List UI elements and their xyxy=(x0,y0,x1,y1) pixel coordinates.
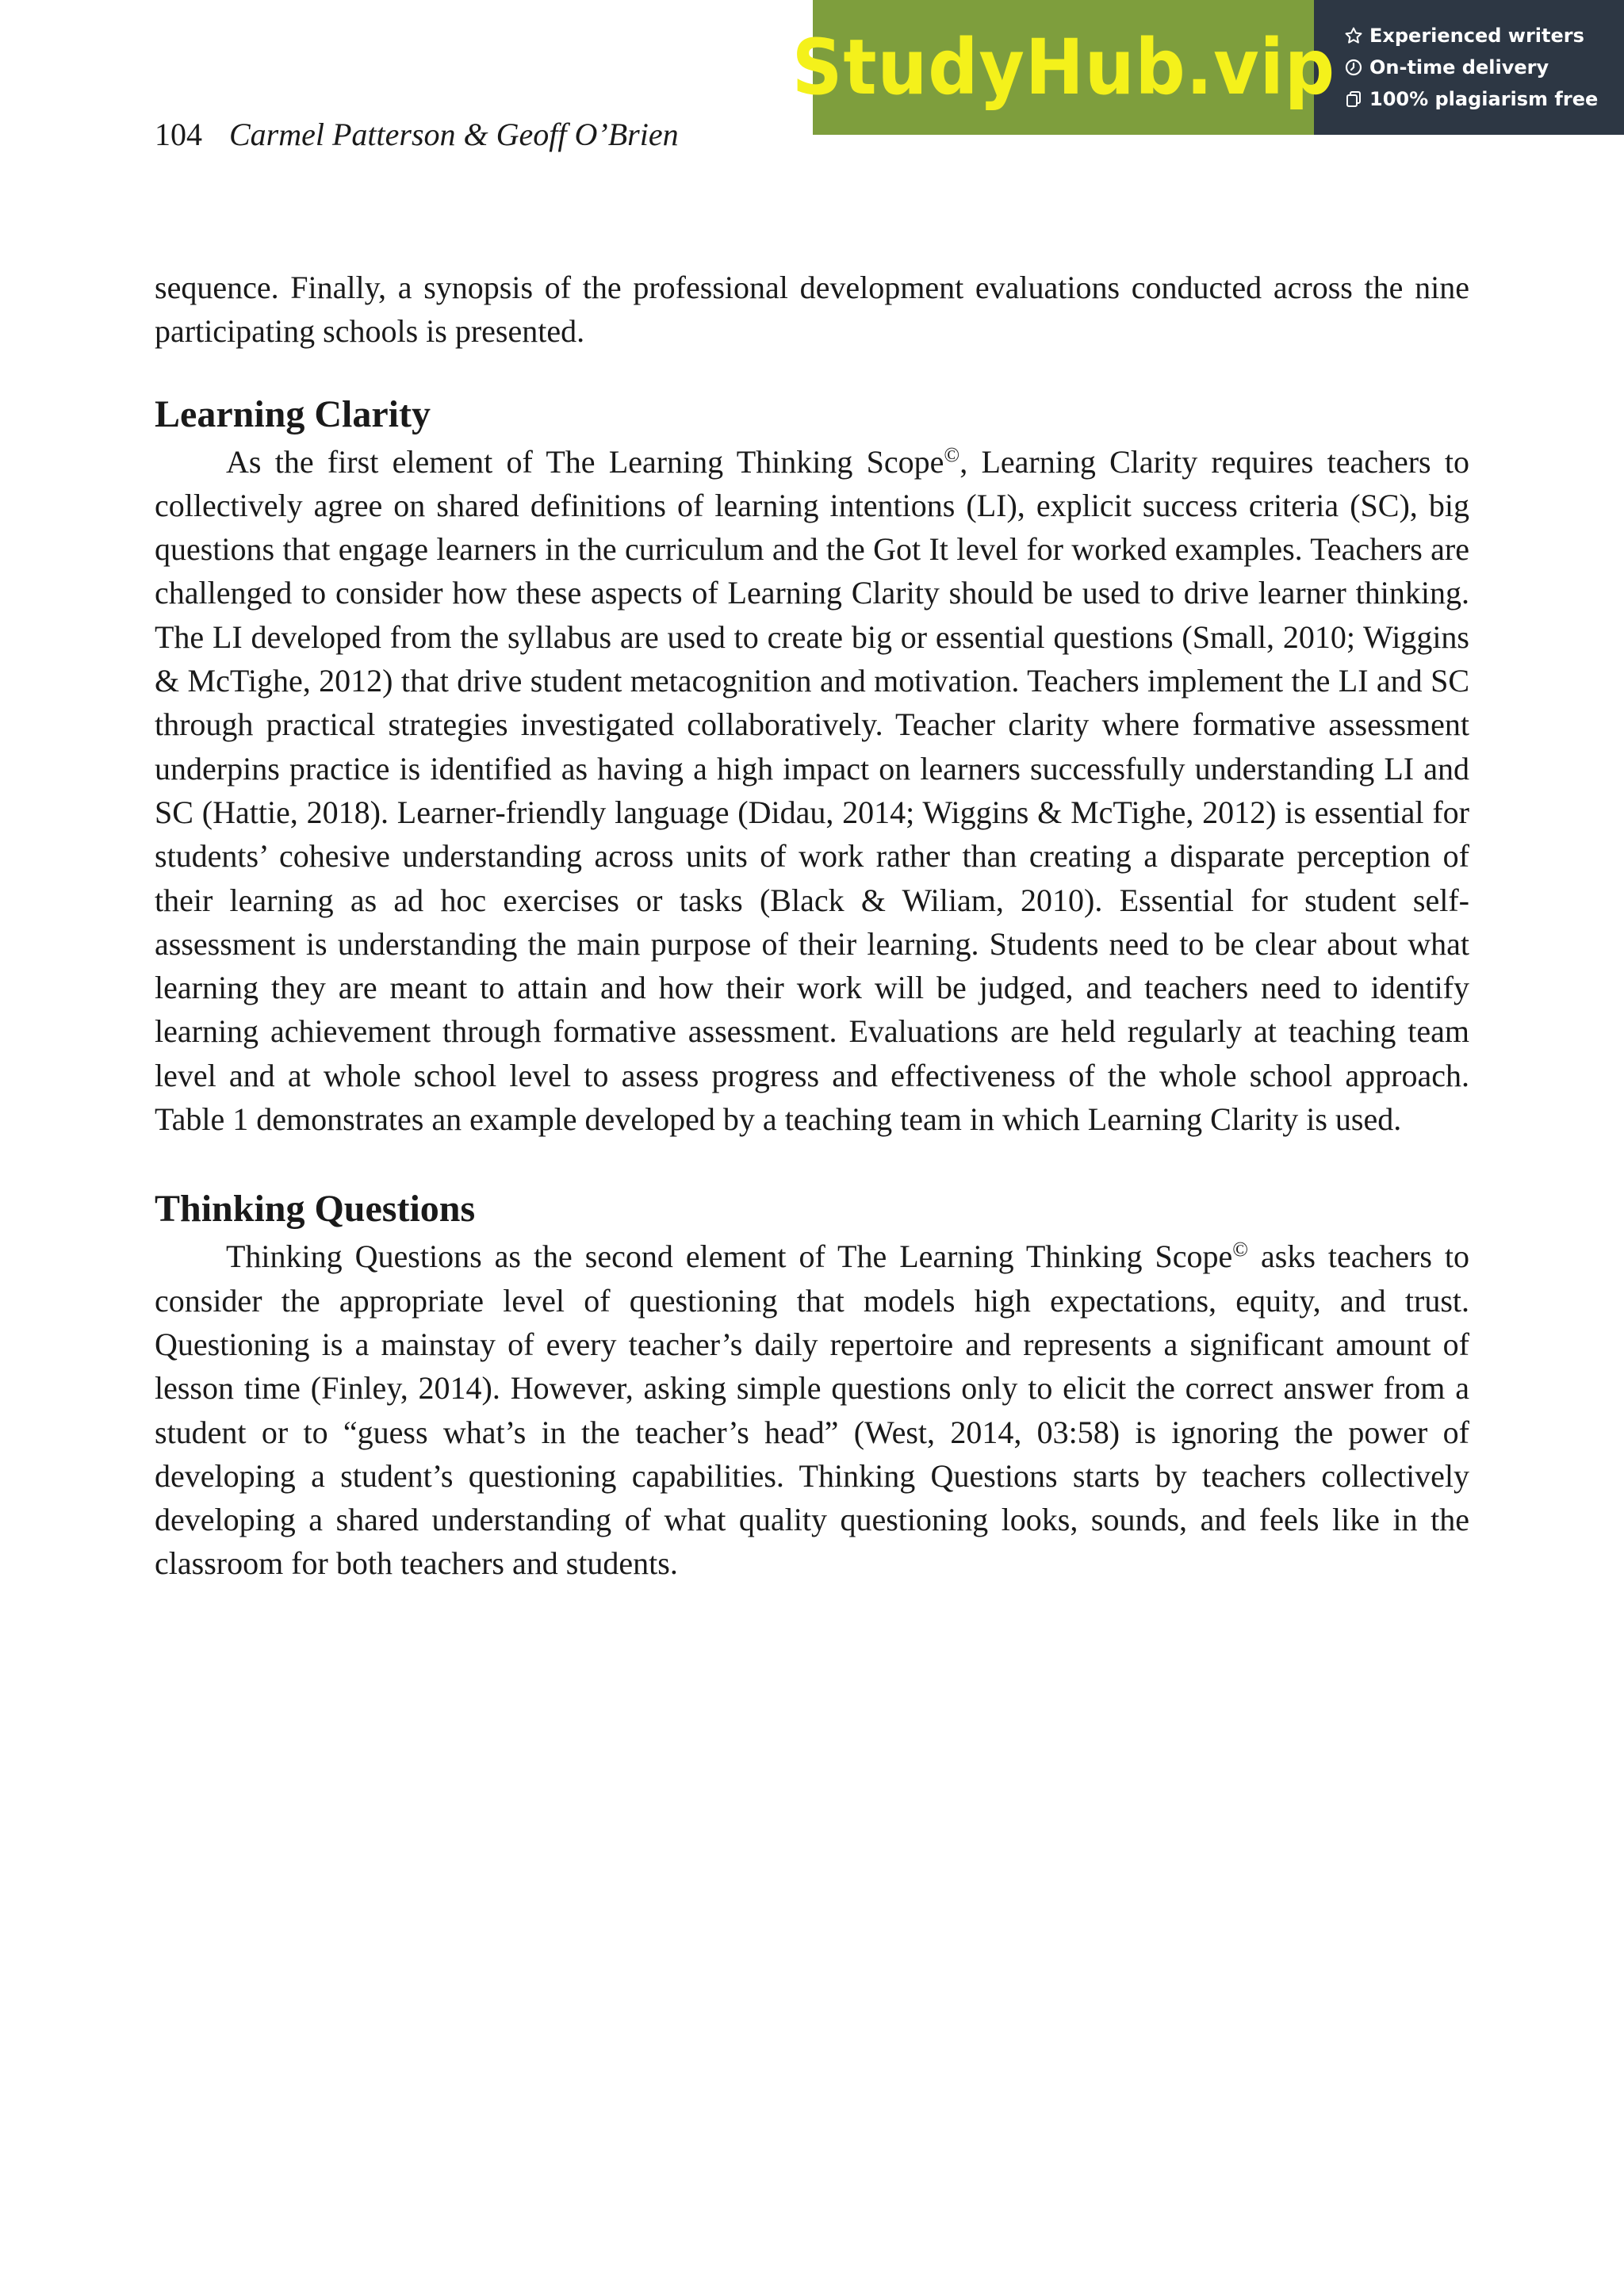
paragraph-text: , Learning Clarity requires teachers to collectively agree on shared definitions of learning intentions (LI), explicit success criteria (SC), big questions that engage learners in the curriculum and the Got It level for worked examples. Teachers are challenged to consider how these aspects of Learning Clarity should be used to drive learner thinking. The LI developed from the syllabus are used to create big or essential questions (Small, 2010; Wiggins & McTighe, 2012) that drive student metacognition and motivation. Teachers implement the LI and SC through practical strategies investigated collaboratively. Teacher clarity where formative assessment underpins practice is identified as having a high impact on learners successfully understanding LI and SC (Hattie, 2018). Learner-friendly language (Didau, 2014; Wiggins & McTighe, 2012) is essential for students’ cohesive understanding across units of work rather than creating a disparate perception of their learning as ad hoc exercises or tasks (Black & Wiliam, 2010). Essential for student self-assessment is understanding the main purpose of their learning. Students need to be clear about what learning they are meant to attain and how their work will be judged, and teachers need to identify learning achievement through formative assessment. Evaluations are held regularly at teaching team level and at whole school level to assess progress and effectiveness of the whole school approach. Table 1 demonstrates an example developed by a teaching team in which Learning Clarity is used. xyxy=(155,443,1469,1138)
feature-experienced-writers xyxy=(1344,23,1624,48)
copy-icon xyxy=(1344,90,1363,109)
feature-on-time-delivery xyxy=(1344,55,1624,80)
thinking-questions-paragraph xyxy=(155,1235,1469,1585)
intro-paragraph: sequence. Finally, a synopsis of the professional development evaluations conducted across the nine participating schools is presented. xyxy=(155,270,1469,350)
copyright-symbol: © xyxy=(1232,1238,1249,1261)
feature-plagiarism-free xyxy=(1344,86,1624,112)
banner-features xyxy=(1314,0,1624,135)
studyhub-logo[interactable]: StudyHub.vip xyxy=(791,23,1335,112)
section-heading-learning-clarity: Learning Clarity xyxy=(155,392,431,435)
feature-label: Experienced writers xyxy=(1369,25,1584,47)
running-head-authors: Carmel Patterson & Geoff O’Brien xyxy=(229,117,679,152)
paragraph-text: Thinking Questions as the second element of The Learning Thinking Scope xyxy=(226,1238,1233,1275)
page-number: 104 xyxy=(155,117,202,152)
copyright-symbol: © xyxy=(944,442,960,466)
learning-clarity-paragraph xyxy=(155,440,1469,1142)
studyhub-banner[interactable] xyxy=(791,0,1624,135)
section-heading-thinking-questions: Thinking Questions xyxy=(155,1188,476,1231)
banner-logo-area[interactable] xyxy=(791,0,1335,135)
running-head xyxy=(155,119,679,151)
article-body xyxy=(155,266,1469,1586)
paragraph-text: As the first element of The Learning Thinking Scope xyxy=(226,443,944,480)
star-icon xyxy=(1344,26,1363,45)
clock-icon xyxy=(1344,58,1363,77)
feature-label: 100% plagiarism free xyxy=(1369,88,1599,110)
paragraph-text: asks teachers to consider the appropriate level of questioning that models high expectations, equity, and trust. Questioning is a mainstay of every teacher’s daily repertoire and represents a significant amount of lesson time (Finley, 2014). However, asking simple questions only to elicit the correct answer from a student or to “guess what’s in the teacher’s head” (West, 2014, 03:58) is ignoring the power of developing a student’s questioning capabilities. Thinking Questions starts by teachers collectively developing a shared understanding of what quality questioning looks, sounds, and feels like in the classroom for both teachers and students. xyxy=(155,1238,1470,1582)
feature-label: On-time delivery xyxy=(1369,56,1549,78)
